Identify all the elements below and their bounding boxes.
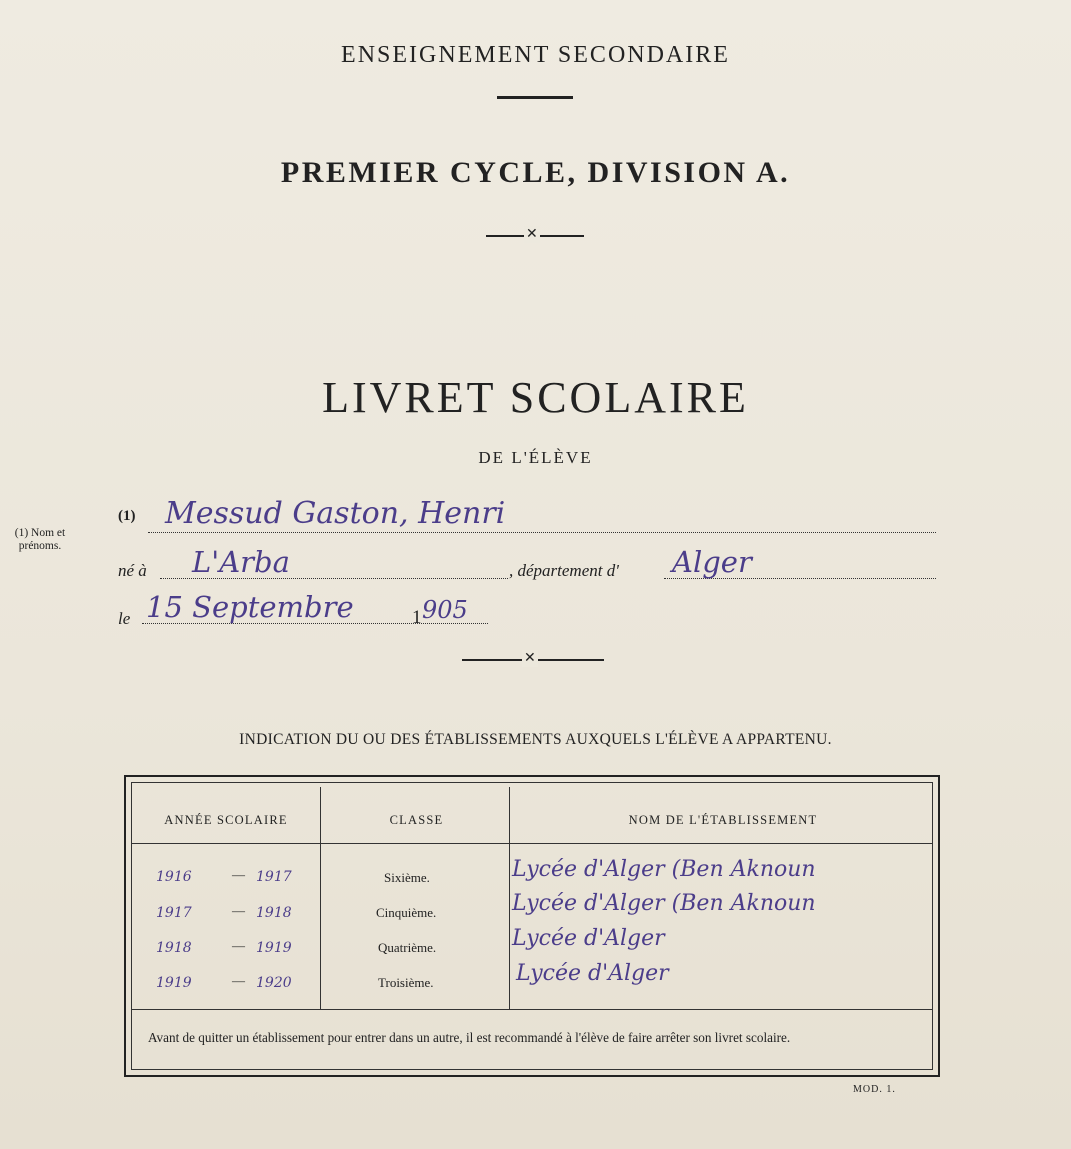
born-place: L'Arba [192,545,290,579]
row-4-school: Lycée d'Alger [516,961,669,986]
column-header-class: CLASSE [389,813,444,827]
header-divider [132,843,932,844]
column-divider-2 [509,787,510,1009]
row-3-year-start: 1918 [156,940,192,956]
row-2-year-end: 1918 [256,905,292,921]
birth-date: 15 Septembre [146,590,354,624]
row-2-school: Lycée d'Alger (Ben Aknoun [512,891,816,916]
footnote-marker: (1) [118,508,136,524]
row-2-dash: — [232,903,245,918]
birth-year-printed: 1 [412,607,422,628]
establishments-heading: INDICATION DU OU DES ÉTABLISSEMENTS AUXQUELS L'ÉLÈVE A APPARTENU. [239,731,832,748]
ornament-rule-1: ✕ [486,229,584,243]
row-1-year-end: 1917 [256,869,292,885]
birth-year-handwritten: 905 [422,596,468,624]
department-label: , département d' [509,561,619,580]
row-1-school: Lycée d'Alger (Ben Aknoun [512,857,816,882]
heading-enseignement: ENSEIGNEMENT SECONDAIRE [341,42,730,68]
row-2-year-start: 1917 [156,905,192,921]
row-1-class: Sixième. [384,870,430,885]
note-divider [132,1009,932,1010]
document-subtitle: DE L'ÉLÈVE [478,448,593,467]
department-value: Alger [672,545,752,579]
establishments-table [124,775,940,1077]
row-4-dash: — [232,973,245,988]
row-3-dash: — [232,938,245,953]
margin-note: (1) Nom et prénoms. [14,527,66,552]
date-label: le [118,609,131,628]
row-4-class: Troisième. [378,975,434,990]
row-2-class: Cinquième. [376,905,437,920]
heading-cycle: PREMIER CYCLE, DIVISION A. [280,156,791,189]
rule-top [497,96,573,99]
establishments-table-inner [131,782,933,1070]
column-header-year: ANNÉE SCOLAIRE [164,813,288,827]
name-line [148,532,936,533]
born-label: né à [118,561,147,580]
model-number: MOD. 1. [853,1084,896,1095]
student-name: Messud Gaston, Henri [165,496,506,531]
column-header-school: NOM DE L'ÉTABLISSEMENT [628,813,818,827]
column-divider-1 [320,787,321,1009]
row-4-year-start: 1919 [156,975,192,991]
row-4-year-end: 1920 [256,975,292,991]
table-note: Avant de quitter un établissement pour entrer dans un autre, il est recommandé à l'élève de faire arrêter son livret scolaire. [148,1030,791,1045]
row-3-class: Quatrième. [378,940,437,955]
ornament-rule-2: ✕ [462,653,604,667]
row-3-school: Lycée d'Alger [512,926,665,951]
row-3-year-end: 1919 [256,940,292,956]
row-1-dash: — [232,867,245,882]
document-title: LIVRET SCOLAIRE [322,373,749,422]
row-1-year-start: 1916 [156,869,192,885]
